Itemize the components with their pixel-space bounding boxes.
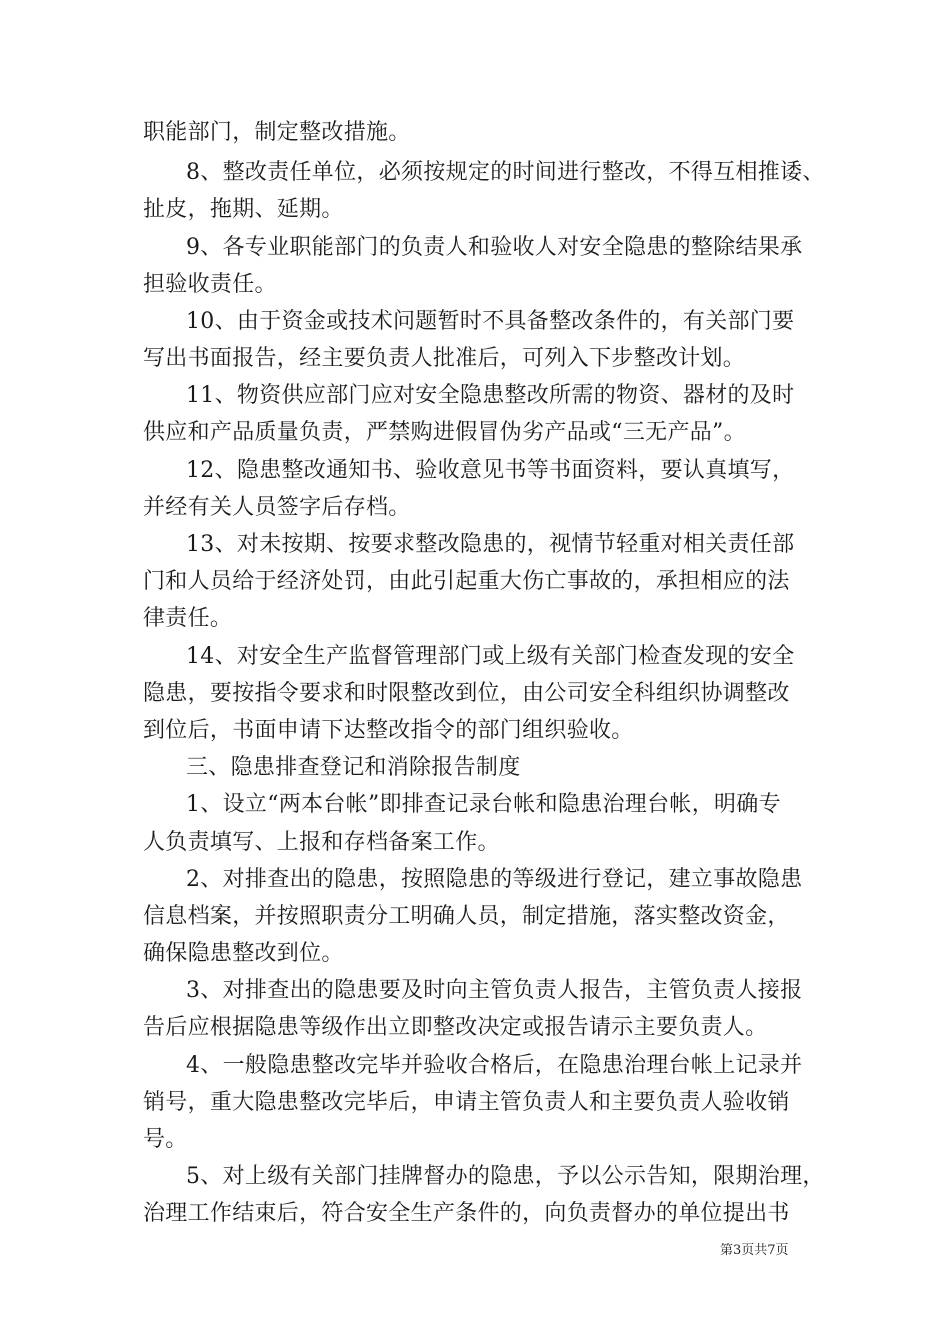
text-line: 职能部门，制定整改措施。	[143, 120, 411, 145]
text-line: 信息档案，并按照职责分工明确人员，制定措施，落实整改资金，	[143, 904, 790, 929]
text-line: 扯皮，拖期、延期。	[143, 197, 344, 222]
text-line: 13、对未按期、按要求整改隐患的，视情节轻重对相关责任部	[186, 532, 795, 557]
text-line: 号。	[143, 1127, 188, 1152]
text-line: 到位后，书面申请下达整改指令的部门组织验收。	[143, 718, 634, 743]
text-line: 告后应根据隐患等级作出立即整改决定或报告请示主要负责人。	[143, 1015, 768, 1040]
text-line: 5、对上级有关部门挂牌督办的隐患，予以公示告知，限期治理，	[186, 1164, 825, 1189]
text-line: 2、对排查出的隐患，按照隐患的等级进行登记，建立事故隐患	[186, 867, 803, 892]
text-line: 4、一般隐患整改完毕并验收合格后，在隐患治理台帐上记录并	[186, 1053, 803, 1078]
text-line: 10、由于资金或技术问题暂时不具备整改条件的，有关部门要	[186, 309, 795, 334]
text-line: 隐患，要按指令要求和时限整改到位，由公司安全科组织协调整改	[143, 681, 790, 706]
text-line: 门和人员给于经济处罚，由此引起重大伤亡事故的，承担相应的法	[143, 569, 790, 594]
text-line: 1、设立“两本台帐”即排查记录台帐和隐患治理台帐，明确专	[186, 792, 781, 817]
text-line: 9、各专业职能部门的负责人和验收人对安全隐患的整除结果承	[186, 235, 803, 260]
page-number: 第3页共7页	[720, 1243, 789, 1258]
text-line: 12、隐患整改通知书、验收意见书等书面资料，要认真填写，	[186, 458, 795, 483]
text-line: 律责任。	[143, 606, 233, 631]
text-line: 3、对排查出的隐患要及时向主管负责人报告，主管负责人接报	[186, 978, 803, 1003]
section-heading: 三、隐患排查登记和消除报告制度	[186, 755, 521, 780]
text-line: 担验收责任。	[143, 272, 277, 297]
text-line: 并经有关人员签字后存档。	[143, 495, 411, 520]
text-line: 供应和产品质量负责，严禁购进假冒伪劣产品或“三无产品”。	[143, 420, 746, 445]
text-line: 确保隐患整改到位。	[143, 941, 344, 966]
text-line: 14、对安全生产监督管理部门或上级有关部门检查发现的安全	[186, 644, 795, 669]
text-line: 11、物资供应部门应对安全隐患整改所需的物资、器材的及时	[186, 383, 795, 408]
text-line: 写出书面报告，经主要负责人批准后，可列入下步整改计划。	[143, 346, 746, 371]
text-line: 销号，重大隐患整改完毕后，申请主管负责人和主要负责人验收销	[143, 1090, 790, 1115]
text-line: 治理工作结束后，符合安全生产条件的，向负责督办的单位提出书	[143, 1201, 790, 1226]
text-line: 人负责填写、上报和存档备案工作。	[143, 830, 500, 855]
text-line: 8、整改责任单位，必须按规定的时间进行整改，不得互相推诿、	[186, 160, 825, 185]
